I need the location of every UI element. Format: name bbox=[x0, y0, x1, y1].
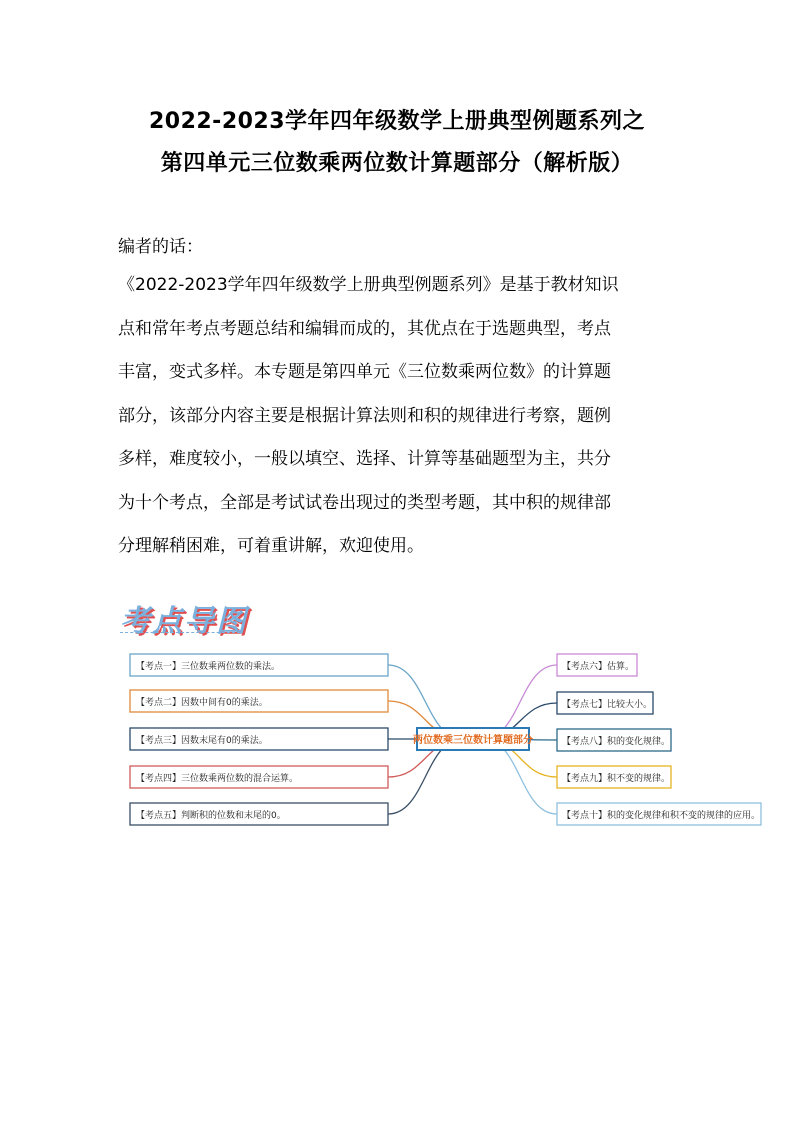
mindmap-heading: 考点导图 bbox=[120, 604, 248, 639]
intro-line: 分理解稍困难，可着重讲解，欢迎使用。 bbox=[118, 536, 424, 556]
document-title-line1: 2022-2023学年四年级数学上册典型例题系列之 bbox=[148, 109, 646, 134]
mindmap-node-6 bbox=[557, 654, 637, 676]
intro-paragraph bbox=[118, 264, 678, 569]
mindmap-node-label: 【考点十】积的变化规律和积不变的规律的应用。 bbox=[562, 811, 761, 821]
mindmap-node-label: 【考点一】三位数乘两位数的乘法。 bbox=[136, 662, 281, 672]
intro-line: 多样，难度较小，一般以填空、选择、计算等基础题型为主，共分 bbox=[118, 449, 611, 469]
mindmap-node-label: 【考点三】因数末尾有0的乘法。 bbox=[136, 736, 268, 746]
intro-line: 为十个考点，全部是考试试卷出现过的类型考题，其中积的规律部 bbox=[118, 492, 611, 513]
mindmap-node-8 bbox=[557, 729, 671, 751]
mindmap-node-label: 【考点五】判断积的位数和末尾的0。 bbox=[136, 811, 286, 821]
mindmap-node-label: 【考点八】积的变化规律。 bbox=[562, 737, 671, 747]
mindmap-node-9 bbox=[557, 766, 671, 788]
mindmap-node-label: 【考点六】估算。 bbox=[562, 662, 635, 672]
mindmap-center-label: 两位数乘三位数计算题部分 bbox=[413, 735, 533, 746]
intro-line: 丰富，变式多样。本专题是第四单元《三位数乘两位数》的计算题 bbox=[118, 362, 611, 382]
mindmap-node-7 bbox=[557, 692, 653, 714]
mindmap-node-2 bbox=[130, 690, 388, 712]
mindmap-node-1 bbox=[130, 654, 388, 676]
mindmap-node-3 bbox=[130, 728, 388, 750]
mindmap-node-label: 【考点九】积不变的规律。 bbox=[562, 774, 671, 784]
mindmap-node-label: 【考点二】因数中间有0的乘法。 bbox=[136, 698, 268, 708]
intro-line: 点和常年考点考题总结和编辑而成的，其优点在于选题典型，考点 bbox=[118, 318, 611, 339]
intro-line: 《2022-2023学年四年级数学上册典型例题系列》是基于教材知识 bbox=[118, 275, 619, 295]
intro-line: 部分，该部分内容主要是根据计算法则和积的规律进行考察，题例 bbox=[118, 405, 611, 426]
document-title-line2: 第四单元三位数乘两位数计算题部分（解析版） bbox=[160, 151, 634, 176]
mindmap-center-node bbox=[413, 728, 533, 750]
mindmap-node-5 bbox=[130, 803, 388, 825]
mindmap-heading-underline bbox=[120, 632, 240, 633]
editor-note-label: 编者的话： bbox=[118, 237, 203, 257]
mindmap-node-10 bbox=[557, 803, 761, 825]
mindmap-node-label: 【考点七】比较大小。 bbox=[562, 700, 653, 710]
mindmap-diagram bbox=[0, 640, 794, 840]
mindmap-node-4 bbox=[130, 766, 388, 788]
mindmap-node-label: 【考点四】三位数乘两位数的混合运算。 bbox=[136, 774, 299, 784]
